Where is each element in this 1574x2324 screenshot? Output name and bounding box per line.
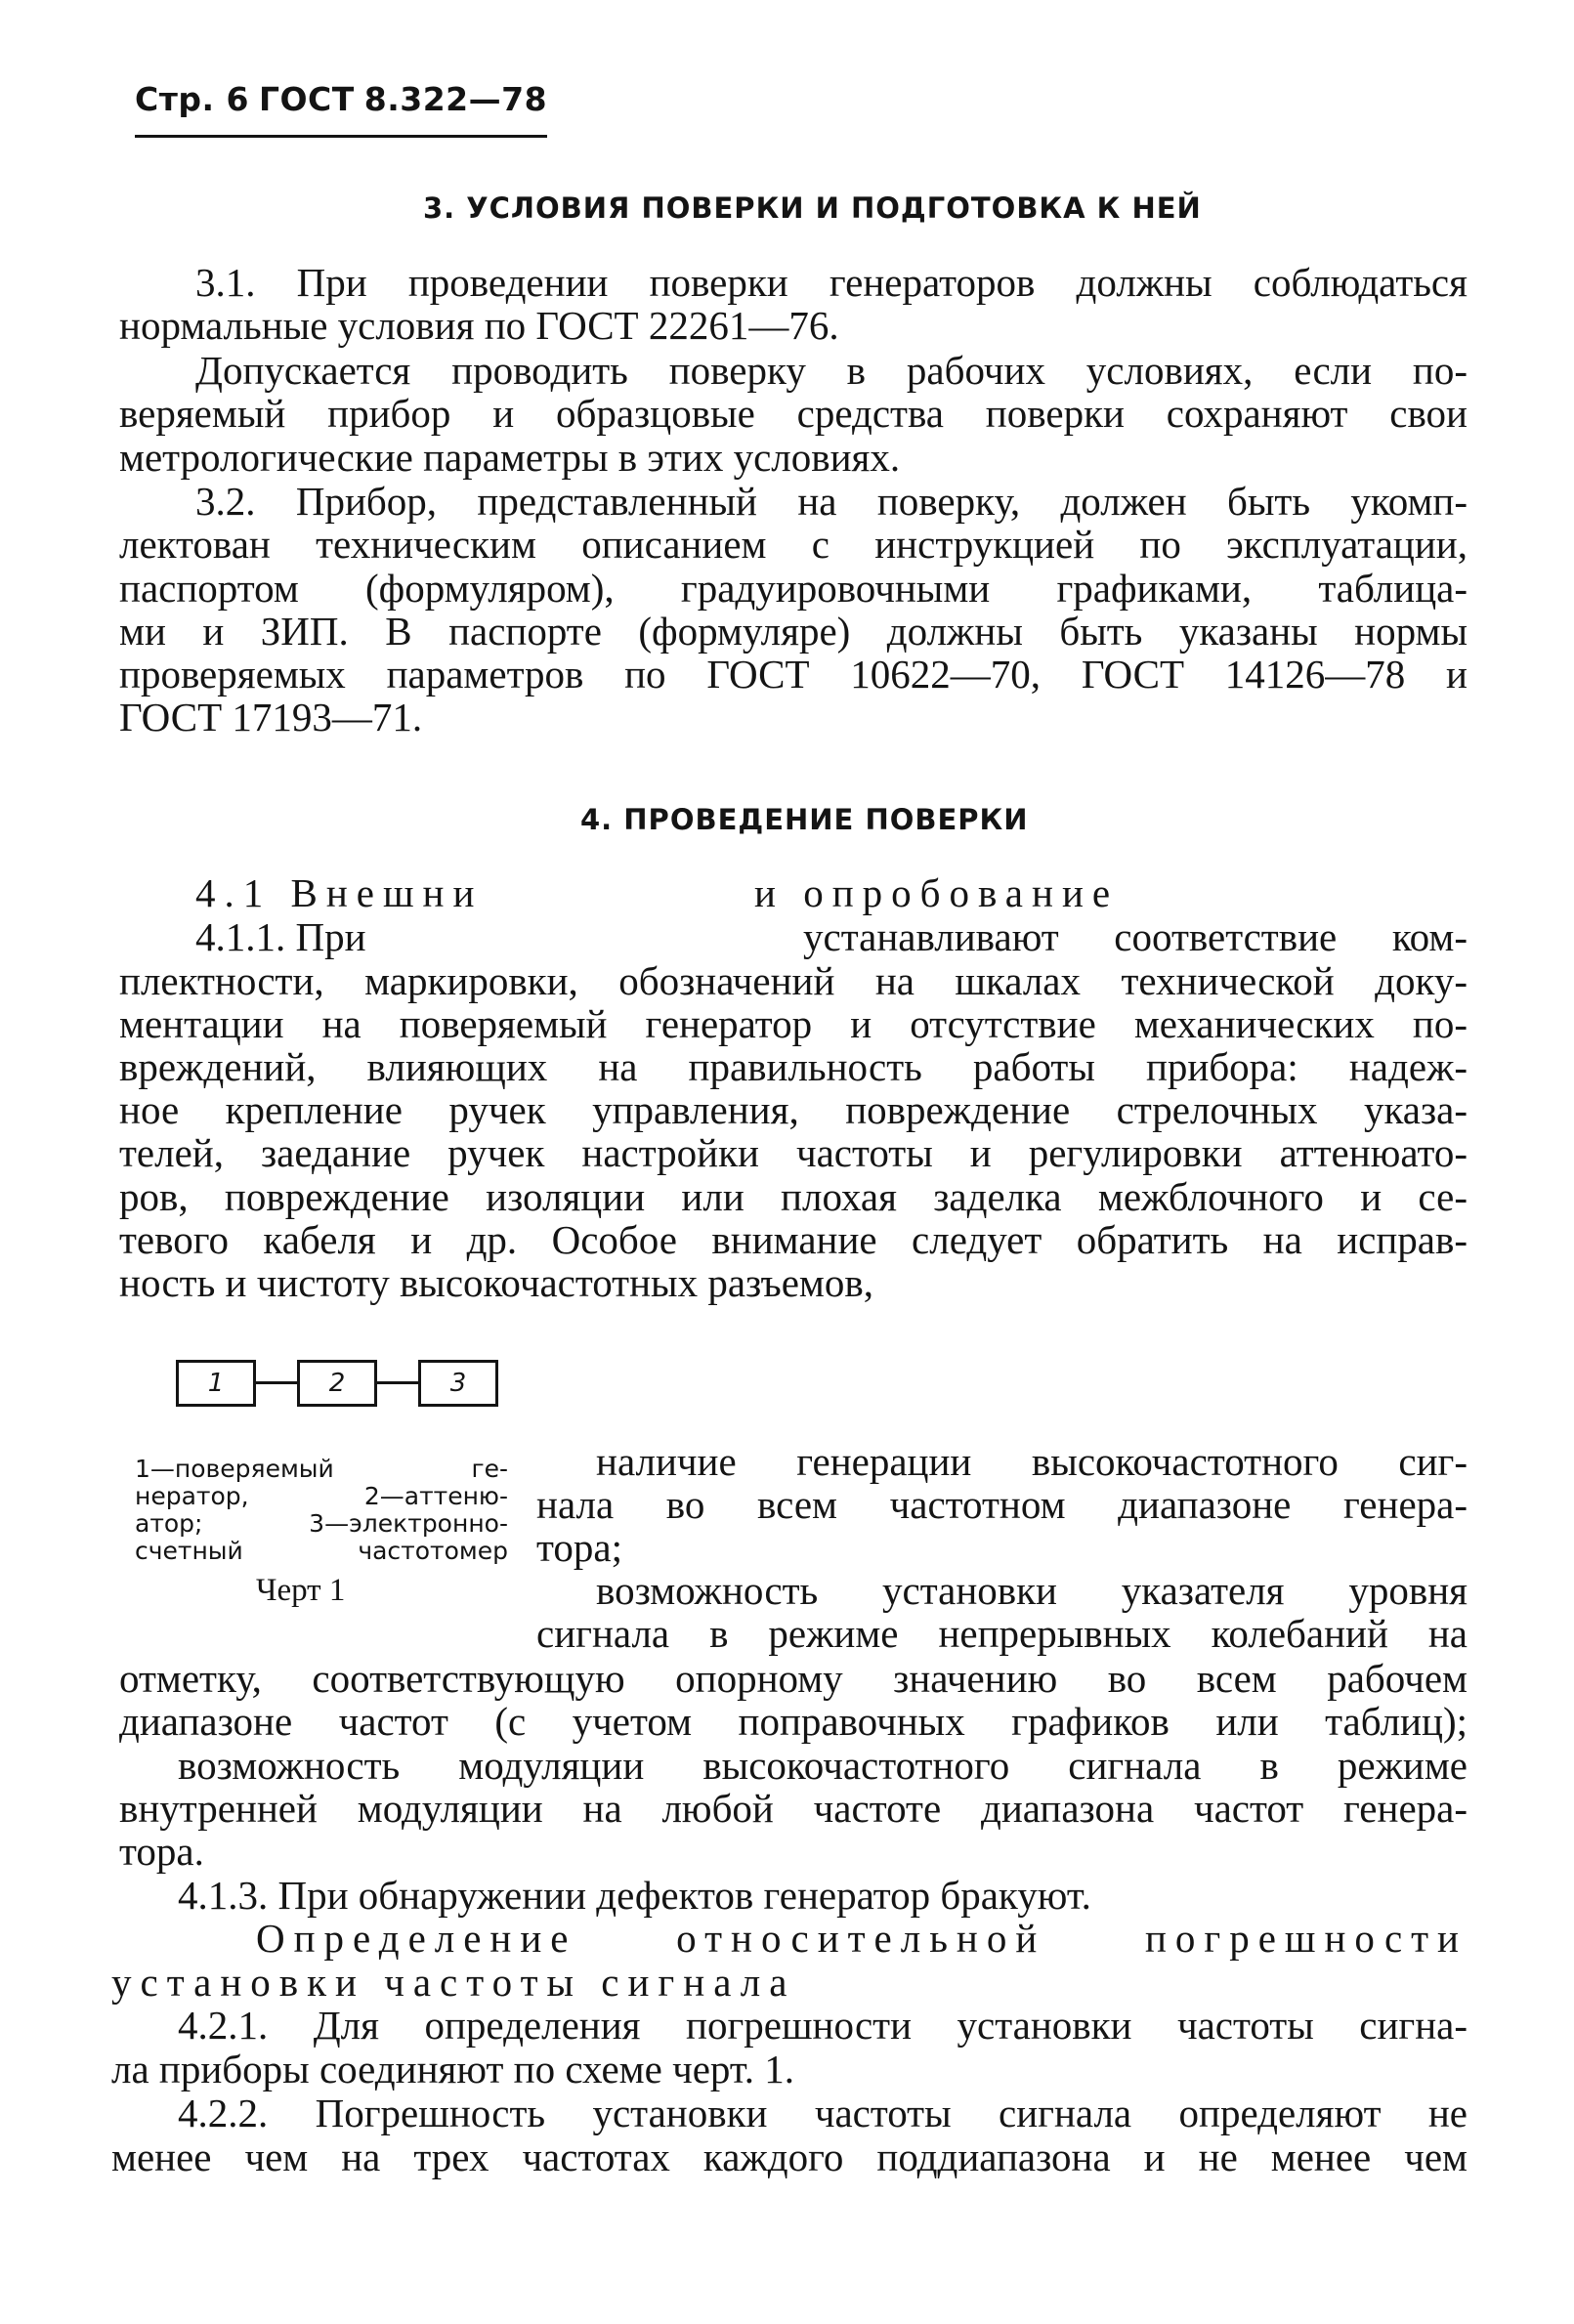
text-line: ГОСТ 17193—71. <box>119 695 423 739</box>
page-header <box>135 80 547 118</box>
text-line: тора. <box>119 1829 204 1874</box>
diagram-wire <box>377 1381 418 1384</box>
text-line: 3.2. Прибор, представленный на поверку, должен быть укомп- <box>195 479 1468 524</box>
text-line: нала во всем частотном диапазоне генера- <box>536 1482 1468 1527</box>
header-rule <box>135 135 547 138</box>
text-line: внутренней модуляции на любой частоте диапазона частот генера- <box>119 1786 1468 1831</box>
p411-right: устанавливают соответствие ком- <box>803 914 1468 959</box>
text-line: ментации на поверяемый генератор и отсутствие механических по- <box>119 1001 1468 1046</box>
figure-caption-line: 1—поверяемый ге- <box>135 1455 508 1483</box>
text-line: ми и ЗИП. В паспорте (формуляре) должны быть указаны нормы <box>119 609 1468 654</box>
diagram-box-1: 1 <box>176 1360 256 1407</box>
text-line: 4.2.1. Для определения погрешности установки частоты сигна- <box>178 2003 1468 2048</box>
text-line: менее чем на трех частотах каждого поддиапазона и не менее чем <box>111 2134 1468 2179</box>
text-line: Допускается проводить поверку в рабочих условиях, если по- <box>195 348 1468 393</box>
text-line: 4.2.2. Погрешность установки частоты сигнала определяют не <box>178 2091 1468 2135</box>
text-line: вреждений, влияющих на правильность работы прибора: надеж- <box>119 1044 1468 1089</box>
subsection-4-2-title: Определение относительной погрешности <box>256 1916 1468 1961</box>
text-line: тевого кабеля и др. Особое внимание следует обратить на исправ- <box>119 1217 1468 1262</box>
text-line: сигнала в режиме непрерывных колебаний на <box>536 1611 1468 1656</box>
section-3-title: 3. УСЛОВИЯ ПОВЕРКИ И ПОДГОТОВКА К НЕЙ <box>423 191 1202 225</box>
text-line: нормальные условия по ГОСТ 22261—76. <box>119 303 839 348</box>
subsection-4-1-left: 4.1 Внешни <box>195 870 484 915</box>
figure-caption-line: атор; 3—электронно- <box>135 1509 508 1538</box>
text-line: 3.1. При проведении поверки генераторов должны соблюдаться <box>195 260 1468 305</box>
figure-caption-line: нератор, 2—аттеню- <box>135 1482 508 1510</box>
text-line: паспортом (формуляром), градуировочными графиками, таблица- <box>119 566 1468 611</box>
diagram-wire <box>256 1381 297 1384</box>
figure-label: Черт 1 <box>256 1573 346 1608</box>
text-line: ров, повреждение изоляции или плохая заделка межблочного и се- <box>119 1174 1468 1219</box>
standard-label: ГОСТ <box>258 80 355 118</box>
subsection-4-2-title-cont: установки частоты сигнала <box>111 1960 796 2005</box>
block-diagram <box>176 1360 489 1409</box>
text-line: проверяемых параметров по ГОСТ 10622—70, ГОСТ 14126—78 и <box>119 652 1468 697</box>
text-line: метрологические параметры в этих условиях. <box>119 435 901 480</box>
figure-caption-line: счетный частотомер <box>135 1537 508 1565</box>
text-line: плектности, маркировки, обозначений на шкалах технической доку- <box>119 958 1468 1003</box>
subsection-4-1-right: и опробование <box>754 870 1120 915</box>
text-line: ность и чистоту высокочастотных разъемов, <box>119 1260 873 1305</box>
text-line: телей, заедание ручек настройки частоты и регулировки аттенюато- <box>119 1130 1468 1175</box>
p413: 4.1.3. При обнаружении дефектов генератор бракуют. <box>178 1873 1091 1918</box>
section-4-title: 4. ПРОВЕДЕНИЕ ПОВЕРКИ <box>580 803 1029 836</box>
text-line: возможность модуляции высокочастотного сигнала в режиме <box>178 1743 1468 1788</box>
text-line: ла приборы соединяют по схеме черт. 1. <box>111 2047 794 2092</box>
diagram-box-3: 3 <box>418 1360 498 1407</box>
diagram-box-2: 2 <box>297 1360 377 1407</box>
text-line: веряемый прибор и образцовые средства поверки сохраняют свои <box>119 391 1468 436</box>
text-line: возможность установки указателя уровня <box>596 1568 1468 1613</box>
text-line: наличие генерации высокочастотного сиг- <box>596 1439 1468 1484</box>
p411-left: 4.1.1. При <box>195 914 366 959</box>
standard-number: 8.322—78 <box>363 80 548 118</box>
text-line: ное крепление ручек управления, повреждение стрелочных указа- <box>119 1087 1468 1132</box>
text-line: лектован техническим описанием с инструкцией по эксплуатации, <box>119 522 1468 567</box>
page-number: Стр. 6 <box>135 80 249 118</box>
text-line: отметку, соответствующую опорному значению во всем рабочем <box>119 1656 1468 1701</box>
text-line: тора; <box>536 1525 622 1570</box>
text-line: диапазоне частот (с учетом поправочных графиков или таблиц); <box>119 1699 1468 1744</box>
